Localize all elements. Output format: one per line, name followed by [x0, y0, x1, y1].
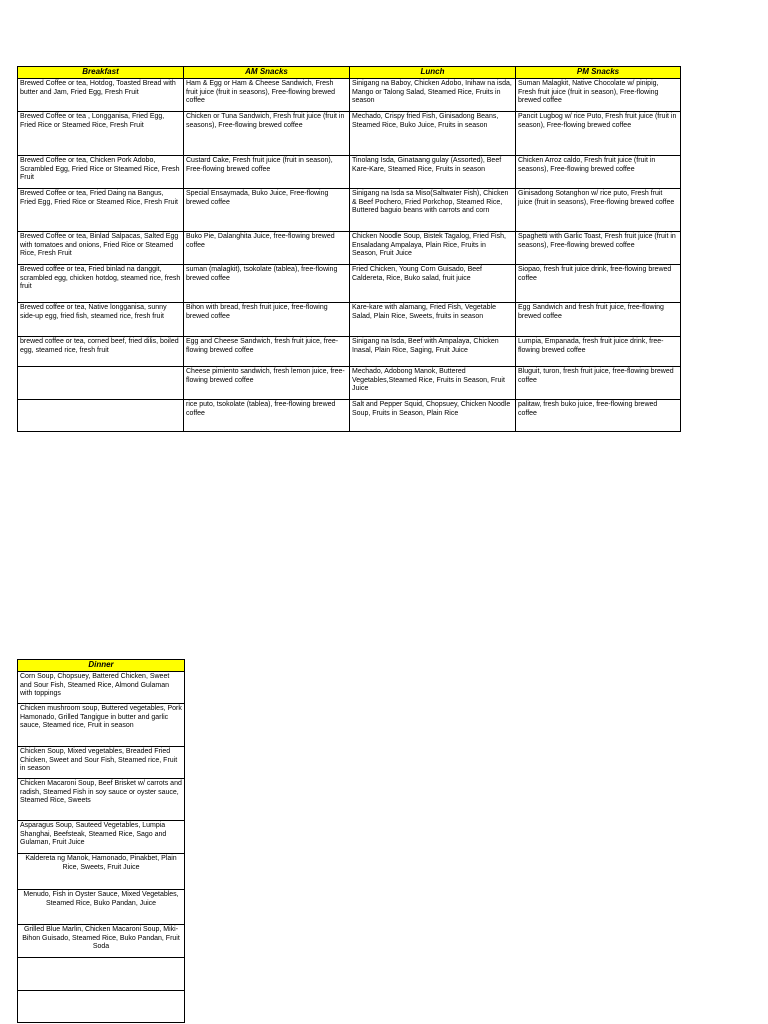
table-cell: Kare-kare with alamang, Fried Fish, Vegetable Salad, Plain Rice, Sweets, fruits in season [350, 303, 516, 337]
table-row [18, 303, 681, 337]
table-cell: Chicken or Tuna Sandwich, Fresh fruit juice (fruit in seasons), Free-flowing brewed coffee [184, 112, 350, 156]
header-am-snacks: AM Snacks [184, 67, 350, 79]
table-row [18, 958, 185, 991]
header-lunch: Lunch [350, 67, 516, 79]
header-row [18, 660, 185, 672]
table-cell: Bihon with bread, fresh fruit juice, free-flowing brewed coffee [184, 303, 350, 337]
table-row [18, 991, 185, 1023]
table-row [18, 400, 681, 432]
header-dinner: Dinner [18, 660, 185, 672]
table-cell: Egg Sandwich and fresh fruit juice, free-flowing brewed coffee [516, 303, 681, 337]
table-cell: Bluguit, turon, fresh fruit juice, free-flowing brewed coffee [516, 367, 681, 400]
table-cell: Egg and Cheese Sandwich, fresh fruit juice, free-flowing brewed coffee [184, 337, 350, 367]
table-cell: Brewed coffee or tea, Native longganisa, sunny side-up egg, fried fish, steamed rice, fresh fruit [18, 303, 184, 337]
table-cell: Asparagus Soup, Sauteed Vegetables, Lumpia Shanghai, Beefsteak, Steamed Rice, Sago and Gulaman, Fruit Juice [18, 821, 185, 854]
table-row [18, 367, 681, 400]
table-cell [18, 367, 184, 400]
table-row [18, 854, 185, 890]
table-cell: Cheese pimiento sandwich, fresh lemon juice, free-flowing brewed coffee [184, 367, 350, 400]
table-row [18, 337, 681, 367]
table-cell: Fried Chicken, Young Corn Guisado, Beef Caldereta, Rice, Buko salad, fruit juice [350, 265, 516, 303]
table-cell: brewed coffee or tea, corned beef, fried dilis, boiled egg, steamed rice, fresh fruit [18, 337, 184, 367]
table-cell: Mechado, Adobong Manok, Buttered Vegetables,Steamed Rice, Fruits in Season, Fruit Juice [350, 367, 516, 400]
table-cell: palitaw, fresh buko juice, free-flowing brewed coffee [516, 400, 681, 432]
table-row [18, 747, 185, 779]
table-row [18, 265, 681, 303]
table-row [18, 821, 185, 854]
table-cell: Pancit Lugbog w/ rice Puto, Fresh fruit juice (fruit in season), Free-flowing brewed coffee [516, 112, 681, 156]
table-cell: Ginisadong Sotanghon w/ rice puto, Fresh fruit juice (fruit in seasons), Free-flowing brewed coffee [516, 189, 681, 232]
table-cell: Chicken Soup, Mixed vegetables, Breaded Fried Chicken, Sweet and Sour Fish, Steamed rice, Fruit in season [18, 747, 185, 779]
table-cell: suman (malagkit), tsokolate (tablea), free-flowing brewed coffee [184, 265, 350, 303]
table-cell: Brewed Coffee or tea , Longganisa, Fried Egg, Fried Rice or Steamed Rice, Fresh Fruit [18, 112, 184, 156]
table-cell: Chicken Macaroni Soup, Beef Brisket w/ carrots and radish, Steamed Fish in soy sauce or oyster sauce, Steamed Rice, Sweets [18, 779, 185, 821]
table-cell: Mechado, Crispy fried Fish, Ginisadong Beans, Steamed Rice, Buko Juice, Fruits in season [350, 112, 516, 156]
table-cell: Grilled Blue Marlin, Chicken Macaroni Soup, Miki-Bihon Guisado, Steamed Rice, Buko Pandan, Fruit Soda [18, 925, 185, 958]
table-cell: Brewed Coffee or tea, Hotdog, Toasted Bread with butter and Jam, Fried Egg, Fresh Fruit [18, 79, 184, 112]
table-cell: Sinigang na Isda sa Miso(Saltwater Fish), Chicken & Beef Pochero, Fried Porkchop, Steamed Rice, Buttered baguio beans with carrots and corn [350, 189, 516, 232]
table-cell: Brewed Coffee or tea, Fried Daing na Bangus, Fried Egg, Fried Rice or Steamed Rice, Fresh Fruit [18, 189, 184, 232]
table-cell: Lumpia, Empanada, fresh fruit juice drink, free-flowing brewed coffee [516, 337, 681, 367]
table-cell: Chicken Noodle Soup, Bistek Tagalog, Fried Fish, Ensaladang Ampalaya, Plain Rice, Fruits in Season, Fruit Juice [350, 232, 516, 265]
table-cell: Brewed coffee or tea, Fried binlad na danggit, scrambled egg, chicken hotdog, steamed rice, fresh fruit [18, 265, 184, 303]
table-cell: Corn Soup, Chopsuey, Battered Chicken, Sweet and Sour Fish, Steamed Rice, Almond Gulaman with toppings [18, 672, 185, 704]
table-cell: rice puto, tsokolate (tablea), free-flowing brewed coffee [184, 400, 350, 432]
table-row [18, 779, 185, 821]
table-cell: Custard Cake, Fresh fruit juice (fruit in season), Free-flowing brewed coffee [184, 156, 350, 189]
table-row [18, 890, 185, 925]
table-cell: Ham & Egg or Ham & Cheese Sandwich, Fresh fruit juice (fruit in seasons), Free-flowing brewed coffee [184, 79, 350, 112]
table-row [18, 704, 185, 747]
table-cell [18, 991, 185, 1023]
table-cell: Sinigang na Baboy, Chicken Adobo, Inihaw na isda, Mango or Talong Salad, Steamed Rice, Fruits in season [350, 79, 516, 112]
table-row [18, 925, 185, 958]
table-row [18, 156, 681, 189]
table-row [18, 672, 185, 704]
table-cell: Buko Pie, Dalanghita Juice, free-flowing brewed coffee [184, 232, 350, 265]
table-row [18, 79, 681, 112]
table-cell: Sinigang na Isda, Beef with Ampalaya, Chicken Inasal, Plain Rice, Saging, Fruit Juice [350, 337, 516, 367]
table-row [18, 232, 681, 265]
table-row [18, 112, 681, 156]
header-breakfast: Breakfast [18, 67, 184, 79]
header-row [18, 67, 681, 79]
table-cell: Siopao, fresh fruit juice drink, free-flowing brewed coffee [516, 265, 681, 303]
table-cell: Salt and Pepper Squid, Chopsuey, Chicken Noodle Soup, Fruits in Season, Plain Rice [350, 400, 516, 432]
table-cell: Brewed Coffee or tea, Chicken Pork Adobo, Scrambled Egg, Fried Rice or Steamed Rice, Fresh Fruit [18, 156, 184, 189]
table-row [18, 189, 681, 232]
table-cell: Spaghetti with Garlic Toast, Fresh fruit juice (fruit in seasons), Free-flowing brewed coffee [516, 232, 681, 265]
table-cell [18, 958, 185, 991]
table-cell: Kaldereta ng Manok, Hamonado, Pinakbet, Plain Rice, Sweets, Fruit Juice [18, 854, 185, 890]
table-cell: Menudo, Fish in Oyster Sauce, Mixed Vegetables, Steamed Rice, Buko Pandan, Juice [18, 890, 185, 925]
table-cell: Chicken mushroom soup, Buttered vegetables, Pork Hamonado, Grilled Tangigue in butter and garlic sauce, Steamed rice, Fruit in season [18, 704, 185, 747]
table-cell [18, 400, 184, 432]
meal-plan-table [17, 66, 681, 432]
table-cell: Special Ensaymada, Buko Juice, Free-flowing brewed coffee [184, 189, 350, 232]
table-cell: Chicken Arroz caldo, Fresh fruit juice (fruit in seasons), Free-flowing brewed coffee [516, 156, 681, 189]
dinner-table [17, 659, 185, 1023]
header-pm-snacks: PM Snacks [516, 67, 681, 79]
table-cell: Brewed Coffee or tea, Binlad Salpacas, Salted Egg with tomatoes and onions, Fried Rice or Steamed Rice, Fresh Fruit [18, 232, 184, 265]
table-cell: Suman Malagkit, Native Chocolate w/ pinipig, Fresh fruit juice (fruit in season), Free-flowing brewed coffee [516, 79, 681, 112]
table-cell: Tinolang Isda, Ginataang gulay (Assorted), Beef Kare-Kare, Steamed Rice, Fruits in season [350, 156, 516, 189]
